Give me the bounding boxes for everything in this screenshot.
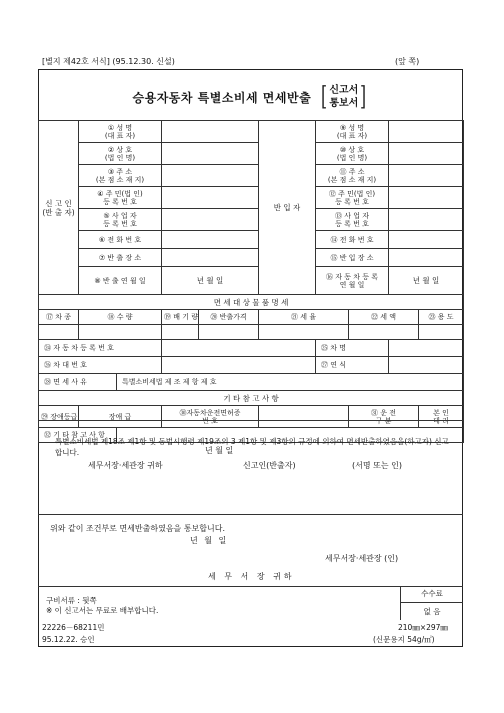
receiver-phone-field[interactable] [389, 231, 464, 249]
fee-box [400, 586, 463, 620]
registration-date-label: ⑯ 자 동 차 등 록 연 월 일 [316, 267, 389, 295]
other-section-header: 기 타 참 고 사 항 [39, 391, 464, 406]
approval-date: 95.12.22. 승인 [42, 635, 95, 644]
col-displacement: ⑲ 배 기 량 [162, 310, 199, 325]
receiver-id-field[interactable] [389, 187, 464, 209]
declaration-signature[interactable]: (서명 또는 인) [352, 461, 402, 470]
col-vehicle-type: ⑰ 차 종 [39, 310, 79, 325]
other-notes-label: ㉜ 기 타 참 고 사 항 [39, 428, 117, 443]
applicant-address-field[interactable] [162, 165, 259, 187]
applicant-phone-field[interactable] [162, 231, 259, 249]
applicant-bizno-label: ⑤ 사 업 자 등 록 번 호 [79, 209, 162, 231]
left-bracket-icon: [ [321, 82, 328, 112]
col-tax-amount: ㉒ 세 액 [349, 310, 419, 325]
license-number-label: ㉚자동차운전면허증 번 호 [162, 406, 259, 428]
receiver-address-label: ⑪ 주 소 (본 점 소 재 지) [316, 165, 389, 187]
fee-value: 없 음 [423, 607, 441, 616]
declaration-text: 특별소비세법 제18조 제1항 및 동법시행령 제19조의 3 제1항 및 제3항의 규정에 의하여 면세반출하였음을(하고자) 신고합니다. [55, 437, 449, 457]
free-distribution-note: ※ 이 신고서는 무료로 배부합니다. [46, 606, 159, 615]
applicant-phone-label: ⑥ 전 화 번 호 [79, 231, 162, 249]
receiver-label: 반 입 자 [259, 121, 316, 295]
title-type-bracket [319, 84, 368, 110]
required-documents [46, 596, 158, 616]
applicant-name-label: ① 성 명 (대 표 자) [79, 121, 162, 143]
form-title [38, 82, 463, 112]
exempt-reason-field[interactable]: 특별소비세법 제 조 제 항 제 호 [117, 374, 464, 391]
receiver-address-field[interactable] [389, 165, 464, 187]
applicant-place-field[interactable] [162, 249, 259, 267]
col-quantity: ⑱ 수 량 [79, 310, 162, 325]
receiver-id-label: ⑫ 주 민(법 인) 등 록 번 호 [316, 187, 389, 209]
applicant-company-label: ② 상 호 (법 인 명) [79, 143, 162, 165]
paper-type: (신문용지 54g/㎡) [373, 635, 435, 644]
receiver-company-field[interactable] [389, 143, 464, 165]
form-number: [별지 제42호 서식] (95.12.30. 신설) [42, 57, 175, 66]
reg-number-field[interactable] [162, 340, 316, 357]
quantity-field[interactable] [79, 325, 162, 340]
model-year-field[interactable] [389, 357, 464, 374]
receiver-company-label: ⑩ 상 호 (법 인 명) [316, 143, 389, 165]
exempt-reason-label: ㉘ 면 세 사 유 [39, 374, 117, 391]
applicant-address-label: ③ 주 소 (본 점 소 재 지) [79, 165, 162, 187]
receiver-place-label: ⑮ 반 입 장 소 [316, 249, 389, 267]
model-year-label: ㉗ 연 식 [316, 357, 389, 374]
registration-date-field[interactable]: 년 월 일 [389, 267, 464, 295]
declaration-addressee: 세무서장·세관장 귀하 [88, 461, 163, 470]
paper-size: 210㎜×297㎜ [398, 623, 448, 632]
col-price: ⑳ 반출가격 [199, 310, 259, 325]
reg-number-label: ㉔ 자 동 차 등 록 번 호 [39, 340, 162, 357]
disability-grade-label: ㉙ 장애등급 [39, 406, 79, 428]
applicant-company-field[interactable] [162, 143, 259, 165]
receiver-name-label: ⑨ 성 명 (대 표 자) [316, 121, 389, 143]
shipment-date-field[interactable]: 년 월 일 [162, 267, 259, 295]
applicant-name-field[interactable] [162, 121, 259, 143]
receiver-name-field[interactable] [389, 121, 464, 143]
driver-type-options[interactable]: 본 인 대 리 [419, 406, 464, 428]
fee-label: 수수료 [401, 586, 463, 603]
applicant-place-label: ⑦ 반 출 장 소 [79, 249, 162, 267]
required-docs-label: 구비서류 : 뒷쪽 [46, 596, 97, 605]
applicant-bizno-field[interactable] [162, 209, 259, 231]
form-main-table [38, 120, 464, 443]
driver-type-label: ㉛ 운 전 구 분 [349, 406, 419, 428]
model-name-field[interactable] [389, 340, 464, 357]
notice-date[interactable]: 년 월 일 [190, 536, 229, 545]
receiver-bizno-field[interactable] [389, 209, 464, 231]
tax-amount-field[interactable] [349, 325, 419, 340]
shipment-date-label: ⑧ 반 출 연 월 일 [79, 267, 162, 295]
notice-official: 세무서장·세관장 (인) [325, 554, 399, 563]
tax-rate-field[interactable] [259, 325, 349, 340]
title-type-report: 신고서 [329, 85, 359, 96]
model-name-label: ㉕ 차 명 [316, 340, 389, 357]
receiver-phone-label: ⑭ 전 화 번 호 [316, 231, 389, 249]
notice-addressee: 세 무 서 장 귀하 [208, 572, 295, 581]
notice-text: 위와 같이 조건부로 면세반출하였음을 통보합니다. [50, 524, 226, 533]
vehicle-type-field[interactable] [39, 325, 79, 340]
declaration-signer: 신고인(반출자) [243, 461, 296, 470]
title-type-notice: 통보서 [329, 98, 359, 109]
price-field[interactable] [199, 325, 259, 340]
right-bracket-icon: ] [360, 82, 367, 112]
usage-field[interactable] [419, 325, 464, 340]
applicant-id-label: ④ 주 민(법 인) 등 록 번 호 [79, 187, 162, 209]
displacement-field[interactable] [162, 325, 199, 340]
col-usage: ㉓ 용 도 [419, 310, 464, 325]
receiver-bizno-label: ⑬ 사 업 자 등 록 번 호 [316, 209, 389, 231]
declaration-date[interactable]: 년 월 일 [205, 446, 234, 455]
chassis-number-label: ㉖ 차 대 번 호 [39, 357, 162, 374]
chassis-number-field[interactable] [162, 357, 316, 374]
exempt-section-header: 면 세 대 상 물 품 명 세 [39, 295, 464, 310]
applicant-id-field[interactable] [162, 187, 259, 209]
title-main: 승용자동차 특별소비세 면세반출 [132, 90, 312, 105]
form-code: 22226－68211민 [42, 623, 105, 632]
col-tax-rate: ㉑ 세 율 [259, 310, 349, 325]
disability-grade-field[interactable]: 장애 급 [79, 406, 162, 428]
receiver-place-field[interactable] [389, 249, 464, 267]
page-side: (앞 쪽) [395, 57, 420, 66]
applicant-label: 신 고 인 (반 출 자) [39, 121, 79, 295]
